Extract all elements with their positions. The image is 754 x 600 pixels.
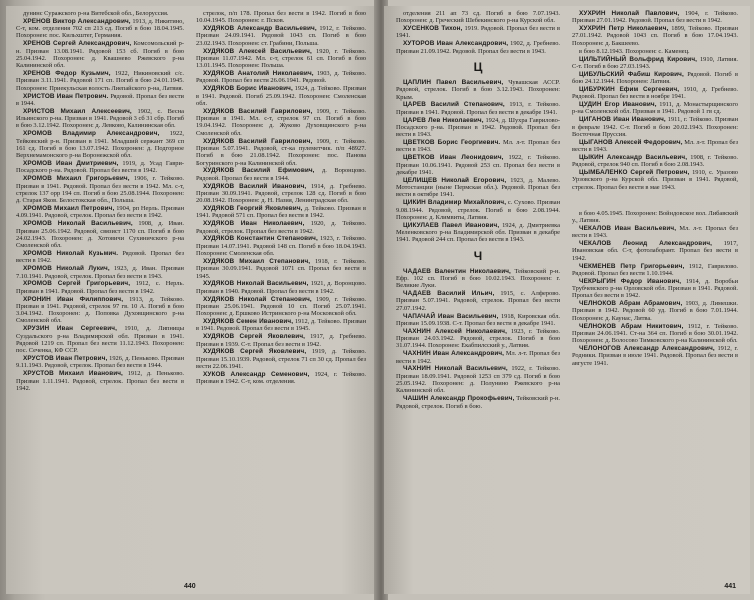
page-number-right: 441 <box>724 583 736 590</box>
entry-text: Рядовой. Пропал без вести в 1942. <box>16 250 184 265</box>
entry-name: ЧЕЛНОКОВ Абрам Абрамович, <box>579 300 683 308</box>
register-entry <box>572 10 738 25</box>
entry-name: ЧАДАЕВ Валентин Николаевич, <box>403 267 511 275</box>
entry-name: ХРОМОВ Михаил Петрович, <box>23 205 115 213</box>
entry-name: ХУДЯКОВ Георгий Яковлевич, <box>203 205 303 213</box>
entry-text: 1924, г. Тейково. Призван в 1942. С-т, ком. отделения. <box>196 370 366 386</box>
register-entry <box>196 296 366 318</box>
entry-name: ЦЫГАНОВ Алексей Федорович, <box>579 138 683 146</box>
register-entry <box>196 138 366 167</box>
entry-name: ЧЕКМЕНЕВ Петр Григорьевич, <box>579 262 685 270</box>
entry-name: ХРОМОВ Николай Лукич, <box>23 265 110 273</box>
entry-text: 1924, д. Шухра Гаврилово-Посадского р-на. Призван в 1942. Рядовой. Пропал без вести в 1943. <box>396 116 560 139</box>
entry-text: 1904, г. Тейково. Призван 27.01.1942. Рядовой. Пропал без вести в 1942. <box>572 10 738 25</box>
register-entry <box>196 85 366 107</box>
register-entry <box>572 154 738 169</box>
register-entry <box>396 79 560 101</box>
entry-name: ХРОМОВ Владимир Александрович, <box>23 130 160 138</box>
register-entry <box>16 93 184 108</box>
entry-text: 1912, г. Родники. Призван в июле 1941. Рядовой. Пропал без вести в августе 1941. <box>572 345 738 367</box>
register-entry <box>16 296 184 325</box>
register-entry <box>396 222 560 244</box>
entry-name: ХУДЯКОВ Василий Гаврилович, <box>203 107 313 115</box>
entry-text: 1914, д. Гребнево. Призван 30.09.1941. Рядовой, стрелок 128 сд. Погиб в бою 20.08.1942. Похоронен: д. Н. Назия, Ленинградская обл. <box>196 182 366 205</box>
register-entry <box>396 268 560 290</box>
entry-text: отделения 211 ап 73 сд. Погиб в бою 7.07.1943. Похоронен: д. Греческий Шебекинского р-на Курской обл. <box>396 10 560 25</box>
register-entry <box>572 116 738 138</box>
entry-name: ХРОМОВ Сергей Григорьевич, <box>23 280 131 288</box>
entry-name: ЦЫКИН Александр Васильевич, <box>579 153 688 161</box>
entry-text: Чувашская АССР. Рядовой, стрелок. Погиб в бою 3.12.1943. Похоронен: Крым. <box>396 78 560 101</box>
register-entry <box>16 370 184 392</box>
entry-text: 1906, г. Тейково. Призван в 1941. Рядовой. Пропал без вести в 1942. Мл. с-т, стрелок 137 орр 194 сп. Погиб в бою 25.08.1944. Похоронен: д. Старая Яков. Белостокская обл., Польша. <box>16 175 184 205</box>
entry-text: 1923, г. Тейково. Призван 14.07.1941. Рядовой 148 сп. Погиб в бою 18.04.1943. Похоронен: Смоленская обл. <box>196 235 366 258</box>
entry-text: Рядовой. Погиб в бою 24.12.1944. Похоронен: Латвия. <box>572 70 739 86</box>
register-entry <box>396 154 560 176</box>
entry-text: 1922, Никиновский с/с. Призван 3.11.1941. Рядовой 171 сп. Погиб в бою 24.01.1945. Похоронен: Приекульская волость Лиепайского р-на, Латвия. <box>16 70 184 92</box>
register-entry <box>572 139 738 154</box>
entry-text: 1919. Рядовой. Пропал без вести в 1941. <box>396 25 560 40</box>
register-entry <box>572 101 738 116</box>
register-entry <box>16 325 184 354</box>
register-entry <box>196 70 366 85</box>
right-column-2 <box>572 10 738 368</box>
entry-name: ХУТОРОВ Иван Александрович, <box>403 40 509 48</box>
entry-text: 1910, Латвия. С-т. Погиб в бою 27.03.1943. <box>572 55 738 70</box>
register-entry <box>16 265 184 280</box>
register-entry <box>572 48 738 55</box>
register-entry <box>196 333 366 348</box>
entry-name: ХРЕНОВ Федор Кузьмич, <box>23 70 111 78</box>
register-entry <box>16 220 184 249</box>
section-letter: Ч <box>473 248 483 263</box>
entry-name: ХУДЯКОВ Константин Степанович, <box>203 235 318 243</box>
register-entry <box>396 365 560 394</box>
entry-text: 1918, Кировская обл. Призван 15.09.1938. С-т. Пропал без вести в декабре 1941. <box>396 312 561 327</box>
register-entry <box>572 25 738 47</box>
entry-text: 1918, г. Тейково. Призван 30.09.1941. Рядовой 1071 сп. Пропал без вести в 1945. <box>196 257 366 280</box>
entry-text: 1924, д. Дмитриевка Меленковского р-на Владимирской обл. Призван в декабре 1941. Рядовой 244 сп. Пропал без вести в 1943. <box>396 221 560 244</box>
entry-name: ЧАХНИН Алексей Николаевич, <box>403 327 507 335</box>
entry-name: ЦАРЕВ Лев Николаевич, <box>403 116 484 124</box>
entry-text: 1919, д. Усад Гаври-Посадского р-на. Рядовой. Пропал без вести в 1942. <box>16 160 184 175</box>
entry-text: 1923, г. Тейково. Призван 24.03.1942. Рядовой, стрелок. Погиб в бою 31.07.1944. Похоронен: Екабпилсский у., Латвия. <box>396 327 560 350</box>
entry-name: ХУДЯКОВ Борис Иванович, <box>203 85 293 93</box>
register-entry <box>196 10 366 25</box>
entry-text: 1903, д. Тейково. Рядовой. Пропал без вести 26.06.1941. Рядовой. <box>196 70 366 85</box>
entry-text: 1908, г. Тейково. Рядовой, стрелок 940 сп. Погиб в бою 2.08.1943. <box>572 153 739 169</box>
entry-name: ХРУСТОВ Михаил Иванович, <box>23 370 123 378</box>
entry-text: Тейковский р-н. Рядовой, стрелок. Погиб в бою. <box>396 395 560 410</box>
entry-name: ХУХРИН Николай Павлович, <box>579 10 680 17</box>
entry-name: ХРИСТОВ Михаил Алексеевич, <box>23 107 132 115</box>
section-letter: Ц <box>473 59 483 74</box>
register-entry <box>572 86 738 101</box>
entry-name: ХУДЯКОВ Анатолий Николаевич, <box>203 70 314 78</box>
register-entry <box>396 177 560 199</box>
register-entry <box>16 40 184 69</box>
entry-name: ЦАПЛИН Павел Васильевич, <box>403 78 504 86</box>
entry-name: ХРУЗИН Иван Сергеевич, <box>23 325 117 333</box>
column-spacer <box>572 192 738 210</box>
register-entry <box>396 117 560 139</box>
entry-name: ЧЕКАЛОВ Иван Васильевич, <box>579 224 677 232</box>
entry-name: ХРИСТОВ Иван Петрович. <box>23 92 109 100</box>
register-entry <box>572 56 738 71</box>
entry-text: 1909, г. Тейково. Призван 5.07.1941. Рядовой, ст-ка пулеметчик. п/п 48927. Погиб в бою 21.08.1942. Похоронен: пос. Панова Богуринского р-на Калининской обл. <box>196 137 366 167</box>
entry-name: ЧАДАЕВ Василий Ильич, <box>403 290 495 298</box>
entry-name: ЧЕЛНОКОВ Абрам Никитович, <box>579 322 684 330</box>
register-entry <box>572 225 738 240</box>
entry-text: Рядовой. Пропал без вести в 1944. <box>16 92 184 107</box>
register-entry <box>16 10 184 17</box>
register-entry <box>396 328 560 350</box>
entry-text: 1904, рп Нерль. Призван 4.09.1941. Рядовой, стрелок. Пропал без вести в 1942. <box>16 205 184 220</box>
entry-name: ХРОМОВ Иван Дмитриевич, <box>23 160 119 168</box>
entry-text: Мл. л-т. Пропал без вести в 1943. <box>572 138 738 154</box>
entry-text: 1910, д. Гребнево. Рядовой. Пропал без вести в ноябре 1941. <box>572 85 738 101</box>
entry-name: ХРОМОВ Михаил Григорьевич, <box>23 175 130 183</box>
entry-name: ЧЕКРЫГИН Федор Иванович, <box>579 277 682 285</box>
entry-name: ЦЫМБАЛЕНКО Сергей Петрович, <box>579 169 690 177</box>
register-entry <box>396 101 560 116</box>
register-entry <box>572 210 738 225</box>
entry-text: в бою 8.12.1943. Похоронен: с. Каменец. <box>579 47 690 55</box>
entry-name: ЧЕЛОНОГОВ Александр Александрович, <box>579 345 715 353</box>
register-entry <box>396 313 560 328</box>
entry-name: ХУДЯКОВ Василий Иванович, <box>203 182 307 190</box>
entry-text: 1917, Ивановская обл. С-т, фотолаборант. Пропал без вести в 1942. <box>572 240 738 262</box>
entry-text: 1913, д. Тейково. Призван в 1941. Рядовой, стрелок 97 гв. 10 А. Погиб в бою 3.04.1942. Похоронен: д. Поповка Духовщинского р-на Смоленской обл. <box>16 295 184 325</box>
entry-name: ХУДЯКОВ Семен Иванович, <box>203 318 294 326</box>
entry-name: ХУДЯКОВ Михаил Степанович, <box>203 257 311 265</box>
page-number-left: 440 <box>184 583 196 590</box>
entry-text: 1923, д. Малево. Мотостанции (ныне Пермская обл.). Рядовой. Пропал без вести в октябре 1941. <box>396 176 560 199</box>
entry-name: ХУДЯКОВ Сергей Яковлевич, <box>203 333 306 341</box>
entry-name: ЦИБУРКИН Ефим Сергеевич, <box>579 85 680 93</box>
entry-text: 1920, г. Тейково. Призван 11.07.1942. Мл. с-т, стрелок 61 сп. Погиб в бою 13.01.1945. Похоронен: Польша. <box>196 47 366 70</box>
register-entry <box>16 160 184 175</box>
entry-text: 1926, д. Пеньково. Призван 9.11.1943. Рядовой, стрелок. Пропал без вести в 1944. <box>16 355 185 370</box>
entry-text: 1911, г. Тейково. Призван в феврале 1942. С-т. Погиб в бою 20.02.1943. Похоронен: Восточная Пруссия. <box>572 116 738 138</box>
register-entry <box>16 108 184 130</box>
entry-text: д. Тейково. Призван в 1941. Рядовой 571 сп. Пропал без вести в 1942. <box>196 205 367 220</box>
register-entry <box>196 183 366 205</box>
register-entry <box>16 70 184 92</box>
register-entry <box>572 169 738 191</box>
register-entry <box>572 71 738 86</box>
register-entry <box>196 318 366 333</box>
entry-text: 1902, с. Весна Ильинского р-на. Призван в 1941. Рядовой 3 сб 31 сбр. Погиб в бою 3.12.1942. Похоронен: д. Левково, Калининская обл. <box>16 107 184 130</box>
entry-name: ЦИЛЬТИЙНЫЙ Вольфрид Кирович, <box>579 55 698 63</box>
entry-name: ЧАХНИН Николай Васильевич, <box>403 365 508 373</box>
register-entry <box>396 10 560 25</box>
entry-text: дунинс Суражского р-на Витебской обл., Белоруссия. <box>23 10 169 17</box>
register-entry <box>396 199 560 221</box>
entry-text: 1919, д. Тейково. Призван 15.10.1939. Рядовой, стрелок 71 сп 30 сд. Пропал без вести 22.06.1941. <box>196 348 366 371</box>
entry-text: 1899, Тейково. Призван 27.01.1942. Рядовой 1043 сп. Погиб в бою 17.04.1943. Похоронен: д. Бакшеево. <box>572 25 738 47</box>
entry-text: 1917, д. Гребнево. Призван в 1939. С-т. Пропал без вести в 1942. <box>196 333 366 348</box>
entry-name: ХУДЯКОВ Николай Степанович, <box>203 295 312 303</box>
entry-name: ЧАХНИН Иван Александрович, <box>403 350 505 358</box>
entry-name: ЦИБУЛЬСКИЙ Фабиш Кирович, <box>579 70 684 78</box>
entry-text: 1912, г. Тейково. Призван 24.09.1941. Рядовой 1043 сп. Погиб в бою 23.02.1943. Похоронен: ст. Грабини, Польша. <box>196 25 366 47</box>
entry-text: 1924, д. Тейково. Призван в 1941. Рядовой. Погиб 25.09.1942. Похоронен: Смоленская обл. <box>196 85 366 107</box>
entry-name: ХУДЯКОВ Алексей Васильевич, <box>203 47 312 55</box>
register-entry <box>572 240 738 262</box>
entry-text: Комсомольский р-н. Призван 13.08.1941. Рядовой 153 сб. Погиб в бою 25.04.1942. Похоронен: д. Квашнево Ржевского р-на Калининской обл. <box>16 40 184 70</box>
entry-name: ЧАПАЧАЙ Иван Васильевич, <box>403 312 499 320</box>
entry-text: с. Сухово. Призван 9.08.1944. Рядовой, стрелок. Погиб в бою 2.08.1944. Похоронен: д. Климвиты, Латвия. <box>396 199 560 221</box>
entry-text: 1914, д. Воробьи Трубчевского р-на Орловской обл. Призван в 1941. Рядовой. Пропал без вести в 1942. <box>572 277 738 300</box>
entry-text: 1922, г. Тейково. Призван 10.06.1941. Рядовой 253 сп. Пропал без вести в декабре 1941. <box>396 154 560 176</box>
entry-text: 1923, д. Иван. Призван 7.10.1941. Рядовой, стрелок. Пропал без вести в 1943. <box>16 265 184 280</box>
register-entry <box>572 345 738 367</box>
entry-name: ЦИКУЛАЕВ Павел Иванович, <box>403 221 500 229</box>
entry-text: в бою 4.05.1945. Похоронен: Войндовское вол. Либавский у., Латвия. <box>572 209 738 224</box>
left-column-2 <box>196 10 366 386</box>
register-entry <box>16 18 184 40</box>
entry-text: 1922, Тейковский р-н. Призван в 1941. Младший сержант 369 сп 161 сд. Погиб в бою 13.07.1942. Похоронен: д. Подгорное Верхнемамонского р-на Воронежской обл. <box>16 130 184 160</box>
entry-text: 1913, д. Никитино, С-т, ком. отделения 702 сп 213 сд. Погиб в бою 18.04.1945. Похоронен: пос. Кильхштег, Германия. <box>16 17 184 40</box>
entry-text: 1912, д. Тейково. Призван в 1941. Рядовой. Пропал без вести в 1945. <box>196 318 366 333</box>
register-entry <box>396 290 560 312</box>
register-entry <box>572 300 738 322</box>
register-entry <box>396 25 560 40</box>
entry-name: ЦУДИН Егор Иванович, <box>579 101 657 109</box>
register-entry <box>196 25 366 47</box>
register-entry <box>396 40 560 55</box>
entry-text: 1921, д. Воронцово. Призван в 1940. Рядовой. Пропал без вести в 1942. <box>196 280 367 295</box>
left-page <box>6 6 378 594</box>
entry-name: ХУДЯКОВ Александр Васильевич, <box>203 25 317 33</box>
register-entry <box>16 250 184 265</box>
left-column-1 <box>16 10 184 393</box>
entry-name: ЧАШИН Александр Прокофьевич, <box>403 395 515 403</box>
entry-name: ЧЕКАЛОВ Леонид Александрович, <box>579 240 713 248</box>
register-entry <box>196 220 366 235</box>
register-entry <box>396 395 560 410</box>
entry-name: ЦИКИН Владимир Михайлович, <box>403 199 507 207</box>
register-entry <box>16 130 184 159</box>
entry-text: д. Воронцово. Рядовой. Пропал без вести в 1944. <box>196 167 366 182</box>
entry-name: ХРЕНОВ Сергей Александрович, <box>23 40 132 48</box>
entry-text: 1912, д. Пеньково. Призван 1.11.1941. Рядовой, стрелок. Пропал без вести в 1942. <box>16 370 184 392</box>
entry-name: ЦВЕТКОВ Иван Леонидович, <box>403 154 504 162</box>
register-entry <box>196 280 366 295</box>
register-entry <box>196 258 366 280</box>
entry-name: ХУСЕНКОВ Тихон, <box>403 25 463 33</box>
entry-text: 1915, с. Алферово. Призван 5.07.1941. Рядовой, стрелок. Пропал без вести 27.07.1942. <box>396 290 560 312</box>
register-entry <box>16 355 184 370</box>
register-entry <box>16 280 184 295</box>
entry-text: 1912, с. Нерль. Призван в 1941. Рядовой. Пропал без вести в 1942. <box>16 280 184 295</box>
entry-name: ХРУСТОВ Иван Петрович, <box>23 355 108 363</box>
right-column-1 <box>396 10 560 410</box>
entry-text: стрелок, п/п 178. Пропал без вести в 1942. Погиб в бою 10.04.1945. Похоронен: г. Псков. <box>196 10 366 25</box>
entry-name: ХУДЯКОВ Василий Ефимович, <box>203 167 315 175</box>
entry-text: Мл. л-т. Пропал без вести в 1942. <box>396 350 560 365</box>
entry-name: ЦВЕТКОВ Борис Георгиевич. <box>403 139 501 147</box>
entry-text: Мл. л-т. Пропал без вести в 1943. <box>396 139 560 154</box>
register-entry <box>196 48 366 70</box>
entry-text: 1910, с. Уразово Урзовского р-на Курской обл. Призван в 1941. Рядовой, стрелок. Пропал без вести в мае 1943. <box>572 169 738 191</box>
entry-text: 1909, г. Тейково. Призван в 1941. Мл. с-т, стрелок 97 сп. Погиб в бою 19.04.1942. Похоронен: д. Жуково Духовщинского р-на Смоленской обл. <box>196 107 366 137</box>
entry-text: 1908, д. Иван. Призван 25.06.1942. Рядовой, связист 1170 сп. Погиб в бою 24.02.1943. Похоронен: д. Хотовичи Сухиничского р-на Смоленской обл. <box>16 220 184 250</box>
register-entry <box>396 350 560 365</box>
entry-name: ХУХРИН Петр Николаевич, <box>579 25 669 33</box>
entry-name: ХРЕНОВ Виктор Александрович, <box>23 17 131 25</box>
register-entry <box>196 167 366 182</box>
register-entry <box>196 205 366 220</box>
register-entry <box>196 235 366 257</box>
register-entry <box>572 278 738 300</box>
entry-name: ХУДЯКОВ Сергей Яковлевич, <box>203 348 307 356</box>
entry-text: 1920, д. Тейково. Рядовой, стрелок. Пропал без вести в 1942. <box>196 220 366 235</box>
register-entry <box>196 371 366 386</box>
entry-name: ХУДЯКОВ Василий Гаврилович, <box>203 137 313 145</box>
entry-text: 1912, г. Тейково. Призван 24.06.1941. Ст-на 364 сп. Погиб в бою 30.01.1942. Похоронен: д. Волосово Тимковского р-на Калининской обл. <box>572 322 738 345</box>
register-entry <box>396 139 560 154</box>
register-entry <box>16 205 184 220</box>
entry-text: 1913, г. Тейково. Призван в 1941. Рядовой. Пропал без вести в декабре 1941. <box>396 101 560 116</box>
register-entry <box>196 348 366 370</box>
entry-name: ХРОНИН Иван Филиппович, <box>23 295 124 303</box>
entry-name: ЦАРЕВ Василий Степанович, <box>403 101 505 109</box>
entry-text: 1903, д. Лимешки. Призван в 1942. Рядовой 60 уд. Погиб в бою 7.01.1944. Похоронен: д. Каунас, Литва. <box>572 300 738 322</box>
register-entry <box>572 323 738 345</box>
register-entry <box>16 175 184 204</box>
entry-text: 1922, г. Тейково. Призван 18.09.1941. Рядовой 1253 сп 379 сд. Погиб в бою 25.05.1942. Похоронен: д. Полунино Ржевского р-на Калининской обл. <box>396 365 561 395</box>
entry-name: ХУДЯКОВ Иван Николаевич, <box>203 220 305 228</box>
entry-text: 1911, д. Монастырщинского р-на Смоленской обл. Призван в 1941. Рядовой 1 гв сд. <box>572 101 738 116</box>
entry-name: ХУДЯКОВ Николай Васильевич, <box>203 280 309 288</box>
entry-name: ЦЕЛИЩЕВ Николай Егорович, <box>403 176 507 184</box>
entry-name: ЦИГАНОВ Иван Иванович, <box>579 116 666 124</box>
entry-text: 1912, Гаврилово. Рядовой. Пропал без вести 1.10.1944. <box>572 262 738 277</box>
right-page <box>384 6 750 594</box>
entry-text: 1902, д. Гребнево. Призван 21.09.1942. Рядовой. Пропал без вести в 1943. <box>396 40 560 55</box>
entry-name: ХРОМОВ Николай Кузьмич. <box>23 250 119 258</box>
entry-text: Мл. л-т. Пропал без вести в 1943. <box>572 224 739 240</box>
entry-text: 1910, д. Липницы Суздальского р-на Владимирской обл. Призван в 1941. Рядовой 1219 сп. Пропал без вести 11.12.1943. Похоронен: пос. Сеченка, КФ ССР. <box>16 325 185 355</box>
entry-text: Тейковский р-н. Ефр. 102 сп. Погиб в бою 10.02.1943. Похоронен: г. Великие Луки. <box>396 267 561 290</box>
entry-name: ХРОМОВ Николай Васильевич, <box>23 220 133 228</box>
register-entry <box>572 263 738 278</box>
register-entry <box>196 108 366 137</box>
entry-name: ХУКОВ Александр Семенович, <box>203 370 310 378</box>
entry-text: 1909, г. Тейково. Призван 25.06.1941. Рядовой 10 сп. Погиб 25.07.1941. Похоронен: д. Ершково Истринского р-на Московской обл. <box>196 295 366 318</box>
